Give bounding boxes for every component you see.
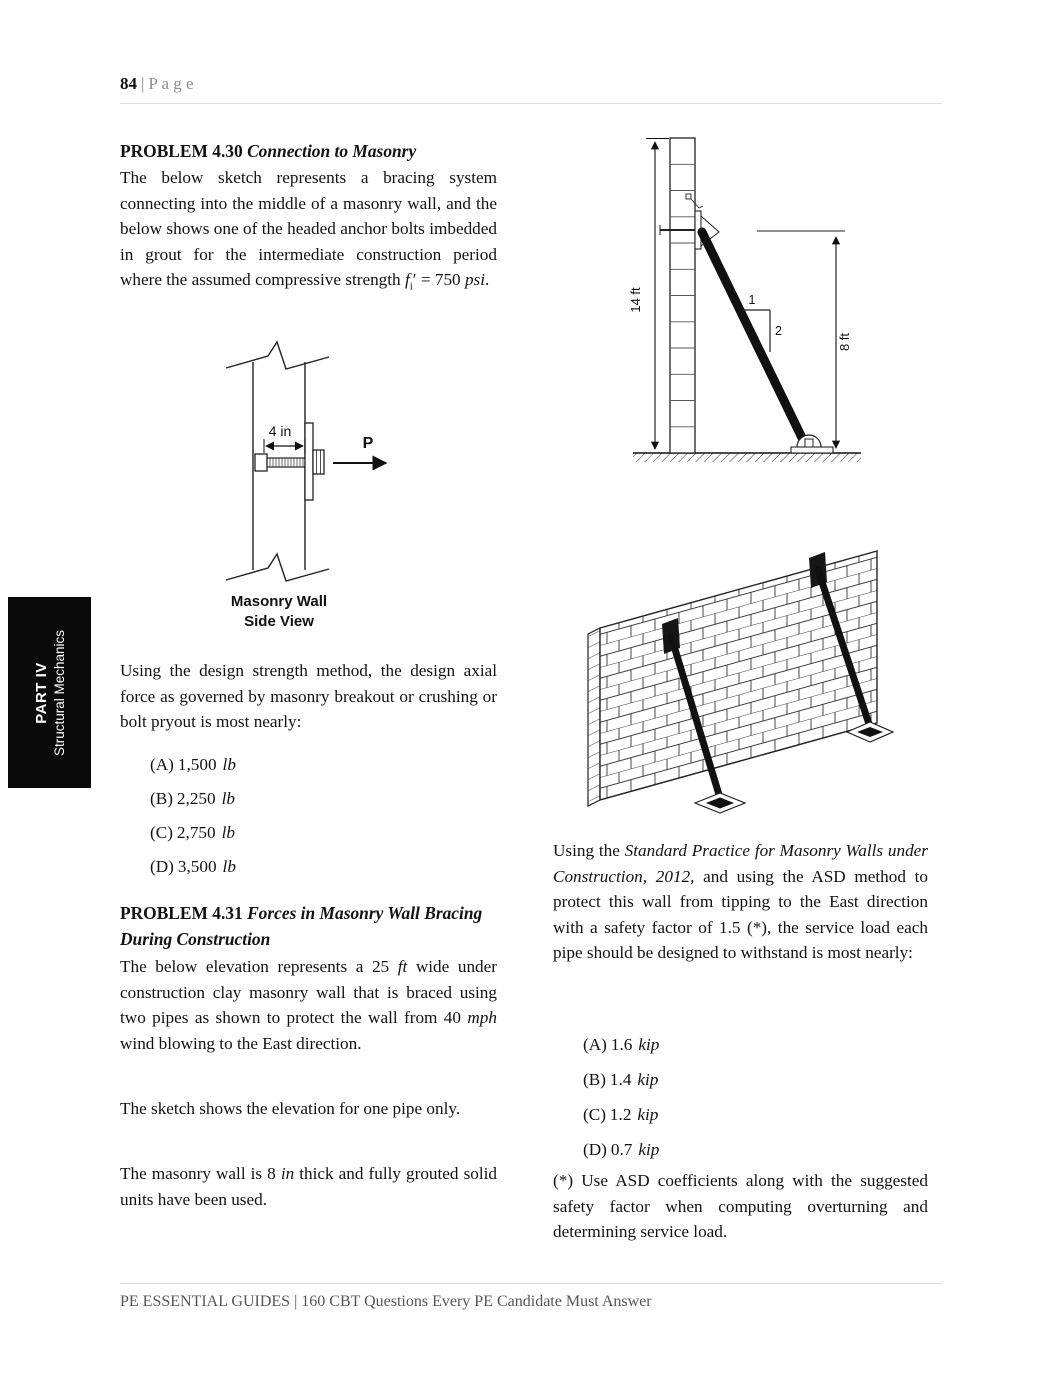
- option-row-c: (C) 2,750 lb: [150, 823, 235, 842]
- masonry-wall-elevation: [670, 138, 695, 453]
- unit-ft: ft: [397, 957, 408, 976]
- option-row-b: (B) 1.4 kip: [583, 1070, 659, 1089]
- ground-hatch: [633, 453, 861, 462]
- option-row-a: (A) 1.6 kip: [583, 1035, 660, 1054]
- dim-8ft-label: 8 ft: [837, 332, 852, 352]
- caption-line-1: Masonry Wall: [230, 593, 328, 610]
- part-tab-text: [33, 597, 67, 788]
- dim-4in-label: 4 in: [268, 423, 292, 439]
- problem-430-heading: [120, 139, 500, 165]
- math-period: .: [485, 270, 490, 290]
- math-subscript: i: [409, 280, 413, 293]
- math-equals: = 750: [416, 270, 465, 290]
- math-unit: psi: [464, 270, 485, 290]
- dim-14ft: [628, 139, 669, 450]
- slope-run-label: 1: [748, 293, 756, 307]
- option-row-d: (D) 3,500 lb: [150, 857, 236, 876]
- wall-front-face: [600, 551, 877, 800]
- math-prime: ′: [412, 270, 417, 290]
- header-page-word: P a g e: [148, 74, 194, 93]
- ground: [633, 453, 861, 462]
- standard-title-italic: Standard Practice for Masonry Walls under Construction, 2012,: [553, 841, 928, 886]
- problem-431-options: [583, 1032, 659, 1171]
- page-header: [120, 74, 194, 94]
- problem-431-note-2: The masonry wall is 8 in thick and fully grouted solid units have been used.: [120, 1164, 498, 1209]
- force-p-label: P: [362, 435, 374, 452]
- part-label: PART IV: [32, 661, 50, 724]
- dim-14ft-label: 14 ft: [628, 287, 643, 313]
- brace-pipe: [699, 229, 807, 447]
- wall-break-top: [226, 342, 329, 369]
- problem-431-label: PROBLEM 4.31: [120, 903, 248, 923]
- side-view-figure: [178, 336, 423, 591]
- part-subject: Structural Mechanics: [51, 629, 67, 756]
- option-row-b: (B) 2,250 lb: [150, 789, 235, 808]
- option-row-a: (A) 1,500 lb: [150, 755, 236, 774]
- option-row-d: (D) 0.7 kip: [583, 1140, 660, 1159]
- problem-431-title: Forces in Masonry Wall Bracing During Construction: [120, 903, 483, 949]
- unit-mph: mph: [467, 1008, 497, 1028]
- isometric-figure: [583, 540, 913, 842]
- unit-in: in: [280, 1164, 295, 1183]
- dim-8ft: [757, 231, 852, 448]
- problem-431-note-1: The sketch shows the elevation for one pipe only.: [120, 1099, 461, 1118]
- wall-side-face: [588, 628, 600, 806]
- wall-break-bottom: [226, 554, 329, 581]
- problem-430-question: Using the design strength method, the design axial force as governed by masonry breakout or crushing or bolt pryout is most nearly:: [120, 661, 497, 732]
- footer-rule: [120, 1283, 942, 1284]
- math-f: f: [404, 270, 410, 290]
- problem-430-title: Connection to Masonry: [247, 141, 417, 161]
- part-tab: [8, 597, 91, 788]
- bolt-head: [255, 454, 267, 471]
- asd-footnote: (*) Use ASD coefficients along with the suggested safety factor when computing overturning and determining service load.: [553, 1171, 928, 1242]
- elevation-figure: [613, 120, 883, 472]
- bearing-plate: [305, 423, 313, 500]
- dimension-4in: [264, 423, 305, 453]
- problem-430-body-text: The below sketch represents a bracing system connecting into the middle of a masonry wall, and the below shows one of the headed anchor bolts imbedded in grout for the intermediate construction period where the assumed compressive strength: [120, 168, 497, 290]
- option-row-c: (C) 1.2 kip: [583, 1105, 659, 1124]
- force-arrow: [333, 435, 386, 463]
- problem-431-body: The below elevation represents a 25 ft wide under construction clay masonry wall that is braced using two pipes as shown to protect the wall from 40 mph wind blowing to the East direction.: [120, 957, 497, 1053]
- header-separator: |: [141, 74, 145, 93]
- footer-text: PE ESSENTIAL GUIDES | 160 CBT Questions Every PE Candidate Must Answer: [120, 1293, 652, 1310]
- problem-430-options: [150, 752, 236, 888]
- caption-line-2: Side View: [244, 613, 314, 630]
- problem-431-question: Using the Standard Practice for Masonry Walls under Construction, 2012, and using the ASD method to protect this wall from tipping to the East direction with a safety factor of 1.5 (*), the service load each pipe should be designed to withstand is most nearly:: [553, 841, 929, 963]
- problem-430-label: PROBLEM 4.30: [120, 141, 248, 161]
- side-view-caption: [158, 592, 400, 632]
- problem-430-body: [120, 165, 497, 300]
- problem-431-heading: [120, 901, 497, 952]
- nut: [313, 450, 324, 474]
- slope-rise-label: 2: [775, 324, 782, 338]
- header-rule: [120, 103, 942, 104]
- page-number: 84: [120, 74, 137, 93]
